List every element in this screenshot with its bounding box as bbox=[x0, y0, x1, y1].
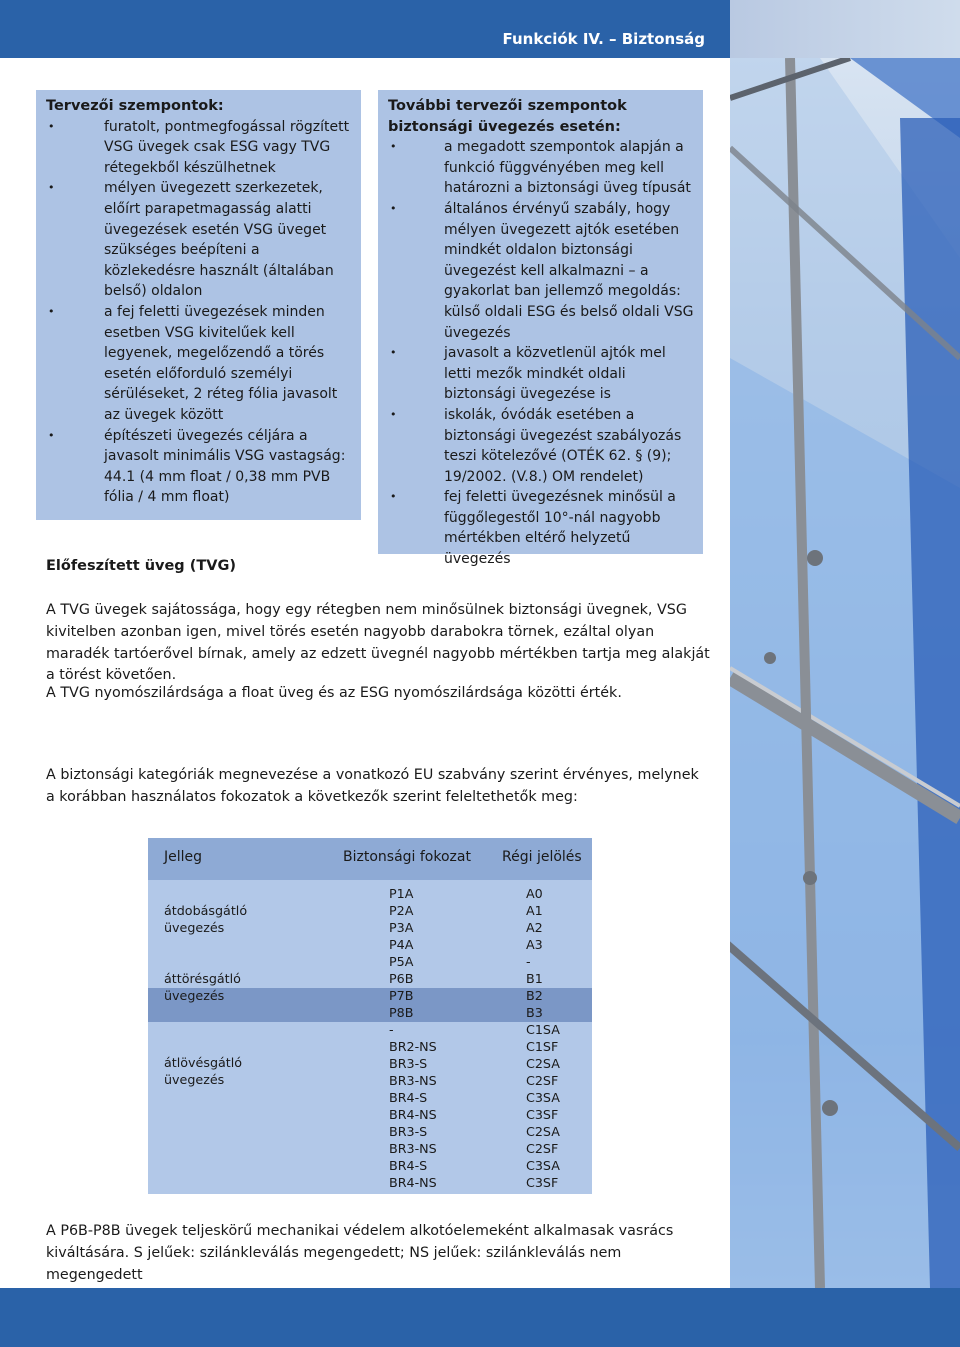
table-cell: P3A bbox=[389, 920, 414, 935]
table-cell: BR4-NS bbox=[389, 1175, 437, 1190]
table-cell: C2SF bbox=[526, 1141, 559, 1156]
safety-category-table bbox=[148, 838, 592, 1194]
table-cell: C2SF bbox=[526, 1073, 559, 1088]
page-title: Funkciók IV. – Biztonság bbox=[502, 30, 705, 48]
table-cell: BR3-S bbox=[389, 1056, 428, 1071]
table-cell: C3SA bbox=[526, 1158, 560, 1173]
table-cell: BR4-S bbox=[389, 1090, 428, 1105]
footer-bar bbox=[0, 1288, 960, 1347]
header-bar bbox=[0, 0, 730, 58]
table-cell: P2A bbox=[389, 903, 414, 918]
list-item: • általános érvényű szabály, hogy mélyen üvegezett ajtók esetében mindkét oldalon biztonsági üvegezést kell alkalmazni – a gyakorlat ban jellemző megoldás: külső oldali ESG és belső oldali VSG üvegezés bbox=[388, 199, 695, 343]
list-item: • mélyen üvegezett szerkezetek, előírt parapetmagasság alatti üvegezések esetén VSG üveget szükséges beépíteni a közlekedésre használt (általában belső) oldalon bbox=[46, 178, 353, 302]
table-cell: A2 bbox=[526, 920, 543, 935]
table-cell: A0 bbox=[526, 886, 543, 901]
table-category-cell: áttörésgátló üvegezés bbox=[164, 971, 241, 1003]
list-item: • javasolt a közvetlenül ajtók mel letti mezők mindkét oldali biztonsági üvegezése is bbox=[388, 343, 695, 405]
further-considerations-title: További tervezői szempontok biztonsági üvegezés esetén: bbox=[388, 98, 627, 135]
table-cell: A3 bbox=[526, 937, 543, 952]
table-cell: C2SA bbox=[526, 1056, 560, 1071]
table-cell: - bbox=[526, 954, 531, 969]
header-strip bbox=[730, 0, 960, 58]
tvg-heading: Előfeszített üveg (TVG) bbox=[46, 558, 237, 574]
list-item: • fej feletti üvegezésnek minősül a függőlegestől 10°-nál nagyobb mértékben eltérő helyzetű üvegezés bbox=[388, 487, 695, 569]
table-cell: B3 bbox=[526, 1005, 543, 1020]
list-item: • építészeti üvegezés céljára a javasolt minimális VSG vastagság: 44.1 (4 mm float / 0,38 mm PVB fólia / 4 mm float) bbox=[46, 426, 353, 508]
table-cell: BR2-NS bbox=[389, 1039, 437, 1054]
table-cell: B1 bbox=[526, 971, 543, 986]
footnote: A P6B-P8B üvegek teljeskörű mechanikai védelem alkotóelemeként alkalmasak vasrács kiváltására. S jelűek: szilánkleválás megengedett; NS jelűek: szilánkleválás nem megengedett bbox=[46, 1223, 674, 1283]
list-item: • furatolt, pontmegfogással rögzített VSG üvegek csak ESG vagy TVG rétegekből készülhetnek bbox=[46, 117, 353, 179]
tvg-strength-paragraph: A TVG nyomószilárdsága a float üveg és az ESG nyomószilárdsága közötti érték. bbox=[46, 685, 622, 701]
table-cell: BR3-NS bbox=[389, 1073, 437, 1088]
table-header-cell: Régi jelölés bbox=[502, 849, 582, 865]
table-cell: C3SF bbox=[526, 1175, 559, 1190]
table-cell: C1SF bbox=[526, 1039, 559, 1054]
categories-intro: A biztonsági kategóriák megnevezése a vonatkozó EU szabvány szerint érvényes, melynek a korábban használatos fokozatok a következők szerint feleltethetők meg: bbox=[46, 767, 699, 805]
table-cell: C1SA bbox=[526, 1022, 560, 1037]
table-cell: BR4-S bbox=[389, 1158, 428, 1173]
table-cell: BR3-NS bbox=[389, 1141, 437, 1156]
list-item: • iskolák, óvódák esetében a biztonsági üvegezést szabályozás teszi kötelezővé (OTÉK 62. § (9); 19/2002. (V.8.) OM rendelet) bbox=[388, 405, 695, 487]
table-cell: C3SA bbox=[526, 1090, 560, 1105]
tvg-paragraph: A TVG üvegek sajátossága, hogy egy rétegben nem minősülnek biztonsági üvegnek, VSG kivitelben azonban igen, mivel törés esetén nagyobb darabokra törnek, ezáltal olyan maradék tartóerővel bírnak, amely az edzett üvegnél nagyobb mértékben tartja meg alakját a törést követően. bbox=[46, 602, 710, 684]
table-cell: P6B bbox=[389, 971, 414, 986]
table-cell: BR3-S bbox=[389, 1124, 428, 1139]
design-considerations-box bbox=[36, 90, 361, 520]
table-header-cell: Biztonsági fokozat bbox=[343, 849, 471, 865]
table-category-cell: átlövésgátló üvegezés bbox=[164, 1055, 243, 1087]
further-considerations-box bbox=[378, 90, 703, 568]
table-cell: B2 bbox=[526, 988, 543, 1003]
table-cell: C3SF bbox=[526, 1107, 559, 1122]
table-cell: P5A bbox=[389, 954, 414, 969]
list-item: • a megadott szempontok alapján a funkció függvényében meg kell határozni a biztonsági üveg típusát bbox=[388, 137, 695, 199]
design-considerations-list bbox=[46, 117, 353, 508]
table-cell: BR4-NS bbox=[389, 1107, 437, 1122]
list-item: • a fej feletti üvegezések minden esetben VSG kivitelűek kell legyenek, megelőzendő a törés esetén előforduló személyi sérüléseket, 2 réteg fólia javasolt az üvegek között bbox=[46, 302, 353, 426]
table-cell: C2SA bbox=[526, 1124, 560, 1139]
table-cell: P8B bbox=[389, 1005, 414, 1020]
table-header-cell: Jelleg bbox=[164, 849, 203, 865]
table-cell: P4A bbox=[389, 937, 414, 952]
table-cell: - bbox=[389, 1022, 394, 1037]
table-cell: P1A bbox=[389, 886, 414, 901]
table-old-marking-column bbox=[526, 885, 560, 1191]
table-cell: A1 bbox=[526, 903, 543, 918]
table-header-row bbox=[148, 838, 592, 880]
table-category-cell: átdobásgátló üvegezés bbox=[164, 903, 248, 935]
further-considerations-list bbox=[388, 137, 695, 569]
glass-railing-drawing bbox=[730, 58, 960, 1288]
table-cell: P7B bbox=[389, 988, 414, 1003]
table-level-column bbox=[389, 885, 437, 1191]
glass-railing-photo bbox=[730, 58, 960, 1288]
design-considerations-title: Tervezői szempontok: bbox=[46, 98, 224, 114]
